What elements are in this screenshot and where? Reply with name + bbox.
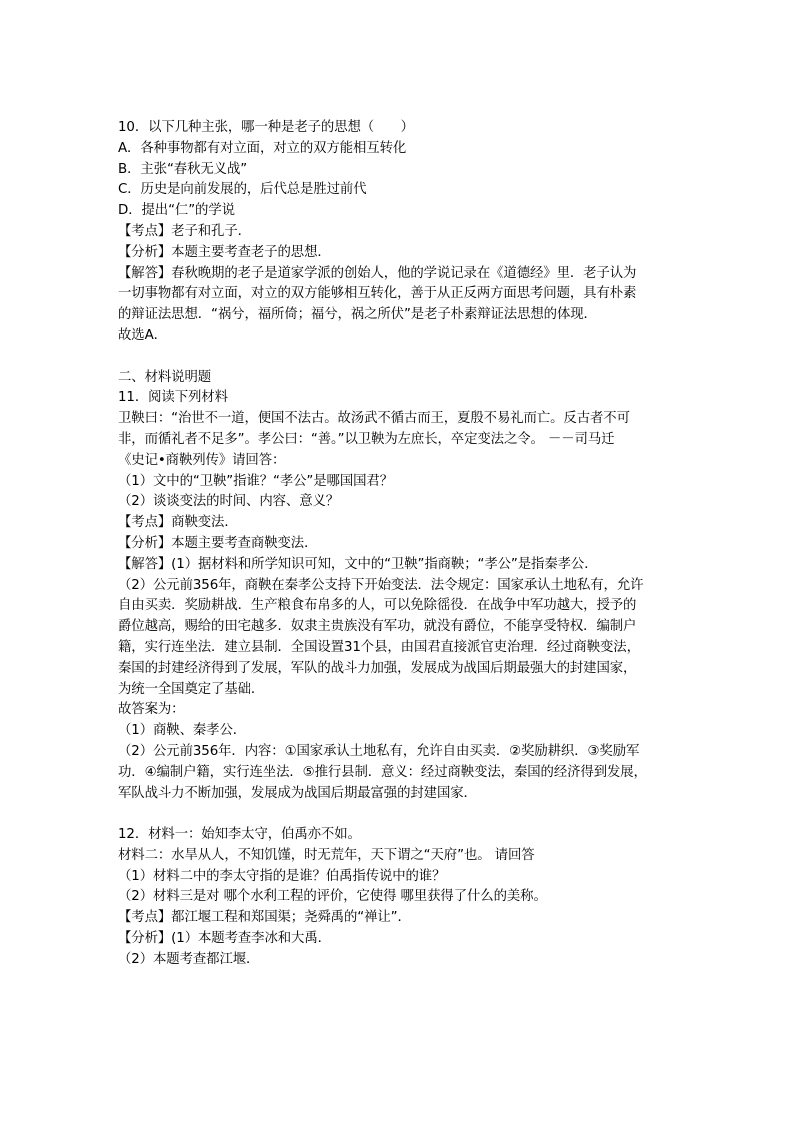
option-b: B．主张“春秋无义战” [118,161,248,177]
kaodian: 【考点】老子和孔子． [118,223,251,239]
question-text: 10．以下几种主张，哪一种是老子的思想（ ） [118,120,414,135]
question-10 [118,118,678,347]
option-c: C．历史是向前发展的，后代总是胜过前代 [118,182,367,198]
fenxi: 【分析】本题主要考查商鞅变法． [118,535,318,551]
material-line: 《史记•商鞅列传》请回答： [118,452,286,468]
material-line: 非，而循礼者不足多”。孝公曰：“善。”以卫鞅为左庶长，卒定变法之令。 －－司马迁 [118,431,615,447]
option-a: A．各种事物都有对立面，对立的双方能相互转化 [118,140,407,156]
blank-line [118,804,678,825]
jieda-line: 一切事物都有对立面，对立的双方能够相互转化，善于从正反两方面思考问题，具有朴素 [118,286,637,302]
jieda-line: （2）公元前356年，商鞅在秦孝公支持下开始变法．法令规定：国家承认土地私有，允许 [118,577,644,593]
answer: 故选A． [118,327,167,343]
answer-line: 功．④编制户籍，实行连坐法．⑤推行县制．意义：经过商鞅变法，秦国的经济得到发展， [118,764,647,780]
jieda-line: 【解答】(1）据材料和所学知识可知，文中的“卫鞅”指商鞅；“孝公”是指秦孝公． [118,556,598,572]
blank-line [118,347,678,368]
sub-question: （1）材料二中的李太守指的是谁？伯禹指传说中的谁？ [118,868,446,884]
fenxi: 【分析】本题主要考查老子的思想． [118,244,331,260]
question-11 [118,388,678,804]
sub-question: （2）谈谈变法的时间、内容、意义？ [118,494,340,510]
jieda-line: 为统一全国奠定了基础． [118,681,265,697]
answer-line: 军队战斗力不断加强，发展成为战国后期最富强的封建国家． [118,785,477,801]
section-title: 二、材料说明题 [118,369,212,385]
material-line: 12．材料一：始知李太守，伯禹亦不如。 [118,827,361,843]
sub-question: （2）材料三是对 哪个水利工程的评价，它使得 哪里获得了什么的美称。 [118,889,547,905]
kaodian: 【考点】商鞅变法． [118,515,238,531]
fenxi: （2）本题考查都江堰． [118,951,260,967]
jieda-line: 秦国的封建经济得到了发展，军队的战斗力加强，发展成为战国后期最强大的封建国家， [118,660,637,676]
jieda-line: 【解答】春秋晚期的老子是道家学派的创始人，他的学说记录在《道德经》里．老子认为 [118,265,637,281]
material-line: 卫鞅曰：“治世不一道，便国不法古。故汤武不循古而王，夏殷不易礼而亡。反古者不可 [118,411,630,427]
jieda-line: 的辩证法思想．“祸兮，福所倚；福兮，祸之所伏”是老子朴素辩证法思想的体现． [118,307,597,323]
kaodian: 【考点】都江堰工程和郑国渠；尧舜禹的“禅让”． [118,910,411,926]
sub-question: （1）文中的“卫鞅”指谁？“孝公”是哪国国君？ [118,473,393,489]
option-d: D．提出“仁”的学说 [118,203,235,219]
fenxi: 【分析】(1）本题考查李冰和大禹． [118,931,331,947]
jieda-line: 籍，实行连坐法．建立县制．全国设置31个县，由国君直接派官吏治理．经过商鞅变法， [118,639,640,655]
answer-intro: 故答案为： [118,702,185,718]
jieda-line: 爵位越高，赐给的田宅越多．奴隶主贵族没有军功，就没有爵位，不能享受特权．编制户 [118,619,637,635]
question-title: 11．阅读下列材料 [118,390,228,406]
answer-line: （2）公元前356年．内容：①国家承认土地私有，允许自由买卖．②奖励耕织．③奖励军 [118,743,640,759]
document-body [118,118,678,971]
question-12 [118,825,678,971]
answer-line: （1）商鞅、秦孝公． [118,723,247,739]
material-line: 材料二：水旱从人，不知饥馑，时无荒年，天下谓之“天府”也。 请回答 [118,847,535,863]
jieda-line: 自由买卖．奖励耕战．生产粮食布帛多的人，可以免除徭役．在战争中军功越大，授予的 [118,598,637,614]
